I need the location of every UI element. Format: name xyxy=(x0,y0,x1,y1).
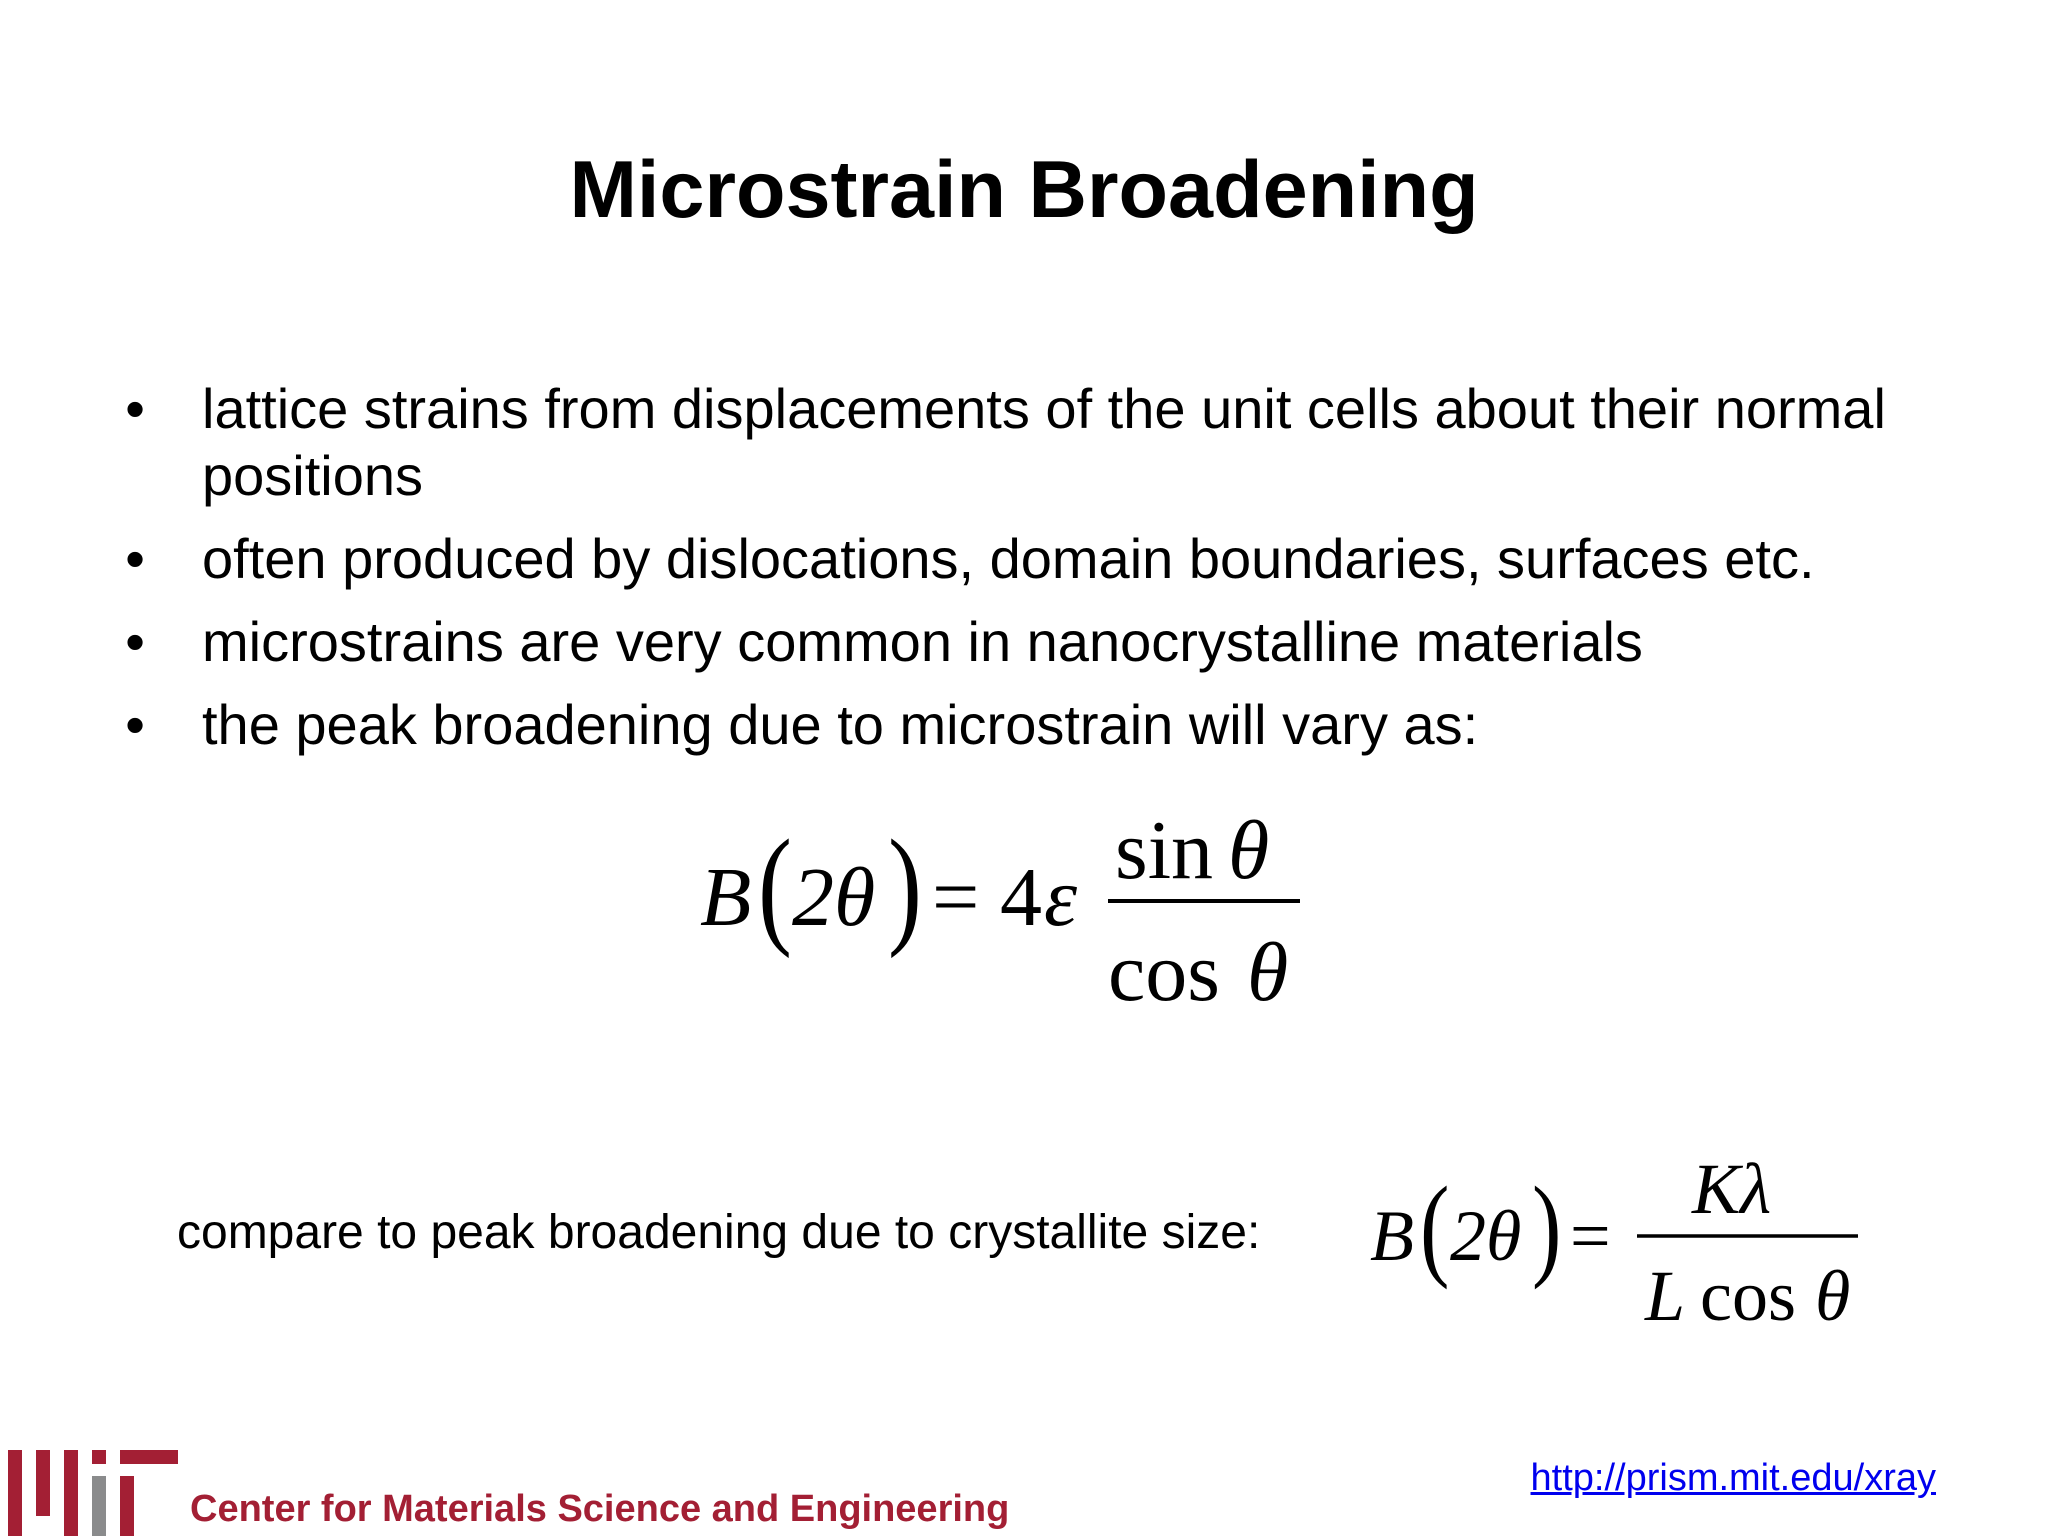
eq2-b: B xyxy=(1370,1196,1414,1276)
eq-coef: 4 xyxy=(1000,851,1042,944)
bullet-item xyxy=(120,375,1920,509)
eq-den-var: θ xyxy=(1247,926,1289,1019)
bullet-item xyxy=(120,525,1920,592)
eq2-den-l: L xyxy=(1645,1256,1686,1336)
bullet-dot: • xyxy=(125,610,145,673)
eq2-num: Kλ xyxy=(1692,1149,1772,1229)
bullet-dot: • xyxy=(125,377,145,440)
bullet-item xyxy=(120,691,1920,758)
compare-text: compare to peak broadening due to crystallite size: xyxy=(177,1206,1261,1259)
microstrain-equation xyxy=(700,790,1320,1020)
eq2-rparen: ) xyxy=(1532,1164,1562,1291)
eq2-den-var: θ xyxy=(1815,1256,1851,1336)
bullet-text: microstrains are very common in nanocrystalline materials xyxy=(202,610,1643,673)
bullet-dot: • xyxy=(125,693,145,756)
bullet-dot: • xyxy=(125,527,145,590)
eq-den-fn: cos xyxy=(1108,926,1220,1019)
eq-epsilon: ε xyxy=(1044,851,1078,944)
crystallite-size-equation xyxy=(1370,1135,1880,1340)
eq2-arg: 2θ xyxy=(1450,1196,1522,1276)
eq-rparen: ) xyxy=(888,812,922,960)
prism-url-link[interactable]: http://prism.mit.edu/xray xyxy=(1530,1457,1936,1499)
eq2-lparen: ( xyxy=(1420,1164,1450,1291)
eq-b: B xyxy=(700,851,752,944)
center-name: Center for Materials Science and Engineering xyxy=(190,1488,1010,1530)
eq-equals: = xyxy=(932,851,980,944)
eq-arg: 2θ xyxy=(792,851,876,944)
mit-logo-icon xyxy=(0,1450,182,1536)
bullet-text: often produced by dislocations, domain boundaries, surfaces etc. xyxy=(202,527,1815,590)
bullet-text: lattice strains from displacements of the unit cells about their normal positions xyxy=(202,377,1886,507)
bullet-item xyxy=(120,608,1920,675)
slide-title: Microstrain Broadening xyxy=(569,145,1479,235)
eq2-den-fn: cos xyxy=(1700,1256,1796,1336)
eq-lparen: ( xyxy=(758,812,792,960)
eq2-equals: = xyxy=(1570,1196,1611,1276)
eq-num-var: θ xyxy=(1228,804,1270,897)
bullet-list xyxy=(120,375,1920,758)
bullet-text: the peak broadening due to microstrain will vary as: xyxy=(202,693,1479,756)
eq-num-fn: sin xyxy=(1115,804,1214,897)
